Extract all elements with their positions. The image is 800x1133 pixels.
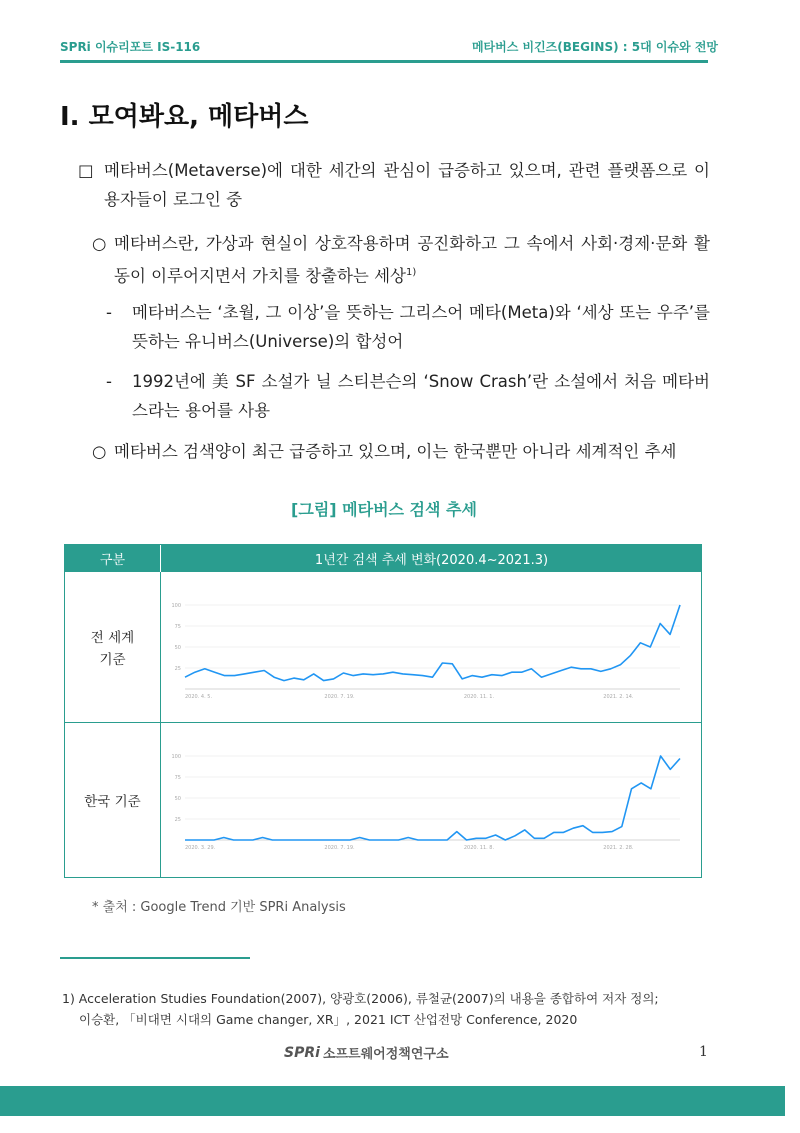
y-tick-label: 75 [174, 624, 181, 630]
dash-bullet: - [106, 372, 112, 391]
paragraph-3-text: 메타버스는 ‘초월, 그 이상’을 뜻하는 그리스어 메타(Meta)와 ‘세상 또는 우주’를 뜻하는 유니버스(Universe)의 합성어 [132, 303, 710, 351]
y-tick-label: 25 [174, 817, 181, 823]
footnote-line-1: 1) Acceleration Studies Foundation(2007), 양광호(2006), 류철균(2007)의 내용을 종합하여 저자 정의; [62, 991, 659, 1006]
table-divider-vertical [160, 572, 161, 878]
paragraph-3 [106, 298, 710, 356]
x-tick-label: 2020. 11. 8. [463, 845, 495, 851]
footnote-line-2: 이승환, 「비대면 시대의 Game changer, XR」, 2021 ICT 산업전망 Conference, 2020 [79, 1012, 578, 1027]
x-tick-label: 2020. 11. 1. [463, 694, 495, 700]
y-tick-label: 75 [174, 775, 181, 781]
paragraph-2-text: 메타버스란, 가상과 현실이 상호작용하며 공진화하고 그 속에서 사회·경제·문화 활동이 이루어지면서 가치를 창출하는 세상 [114, 234, 710, 286]
paragraph-4-text: 1992년에 美 SF 소설가 닐 스티븐슨의 ‘Snow Crash’란 소설에서 처음 메타버스라는 용어를 사용 [132, 372, 710, 420]
paragraph-4 [106, 367, 710, 425]
paragraph-2 [92, 229, 710, 291]
y-tick-label: 25 [174, 666, 181, 672]
x-tick-label: 2021. 2. 14. [603, 694, 634, 700]
x-tick-label: 2020. 7. 19. [324, 845, 355, 851]
spri-logo-icon: SPRi [284, 1044, 320, 1061]
x-tick-label: 2020. 3. 29. [185, 845, 216, 851]
header-rule [60, 60, 708, 63]
y-tick-label: 50 [174, 645, 181, 651]
bottom-bar [0, 1086, 785, 1116]
table-divider-horizontal [65, 722, 701, 723]
circle-bullet: ○ [92, 234, 107, 253]
footnote-rule [60, 957, 250, 959]
footer-logo [284, 1043, 449, 1062]
chart-global [165, 593, 685, 703]
footnote-ref[interactable]: 1) [405, 267, 417, 278]
paragraph-1 [78, 156, 710, 214]
row-label-global-line2: 기준 [99, 652, 126, 668]
paragraph-2-text-wrap [114, 229, 710, 291]
row-label-korea-line1: 한국 기준 [84, 794, 141, 810]
row-label-global-line1: 전 세계 [90, 630, 135, 646]
dash-bullet: - [106, 303, 112, 322]
footer-logo-text: 소프트웨어정책연구소 [322, 1047, 449, 1062]
x-tick-label: 2021. 2. 28. [603, 845, 634, 851]
x-tick-label: 2020. 7. 19. [324, 694, 355, 700]
y-tick-label: 100 [171, 603, 181, 609]
paragraph-5 [92, 437, 710, 466]
figure-table [64, 544, 702, 878]
section-title: I. 모여봐요, 메타버스 [60, 102, 309, 132]
figure-source: * 출처 : Google Trend 기반 SPRi Analysis [92, 900, 346, 915]
table-header-category: 구분 [65, 545, 160, 572]
paragraph-1-text: 메타버스(Metaverse)에 대한 세간의 관심이 급증하고 있으며, 관련 플랫폼으로 이용자들이 로그인 중 [104, 161, 710, 209]
chart-korea [165, 744, 685, 854]
table-header-trend: 1년간 검색 추세 변화(2020.4~2021.3) [161, 545, 702, 572]
header-right: 메타버스 비긴즈(BEGINS) : 5대 이슈와 전망 [471, 40, 718, 54]
row-label-korea [65, 791, 160, 813]
circle-bullet: ○ [92, 442, 107, 461]
series-line [185, 605, 680, 681]
header-left: SPRi 이슈리포트 IS-116 [60, 40, 201, 54]
x-tick-label: 2020. 4. 5. [185, 694, 213, 700]
footnote [62, 988, 659, 1030]
figure-title: [그림] 메타버스 검색 추세 [291, 500, 477, 519]
y-tick-label: 50 [174, 796, 181, 802]
page-number: 1 [699, 1044, 708, 1060]
paragraph-5-text: 메타버스 검색양이 최근 급증하고 있으며, 이는 한국뿐만 아니라 세계적인 추세 [114, 442, 677, 461]
square-bullet: □ [78, 161, 94, 180]
y-tick-label: 100 [171, 754, 181, 760]
row-label-global [65, 627, 160, 671]
